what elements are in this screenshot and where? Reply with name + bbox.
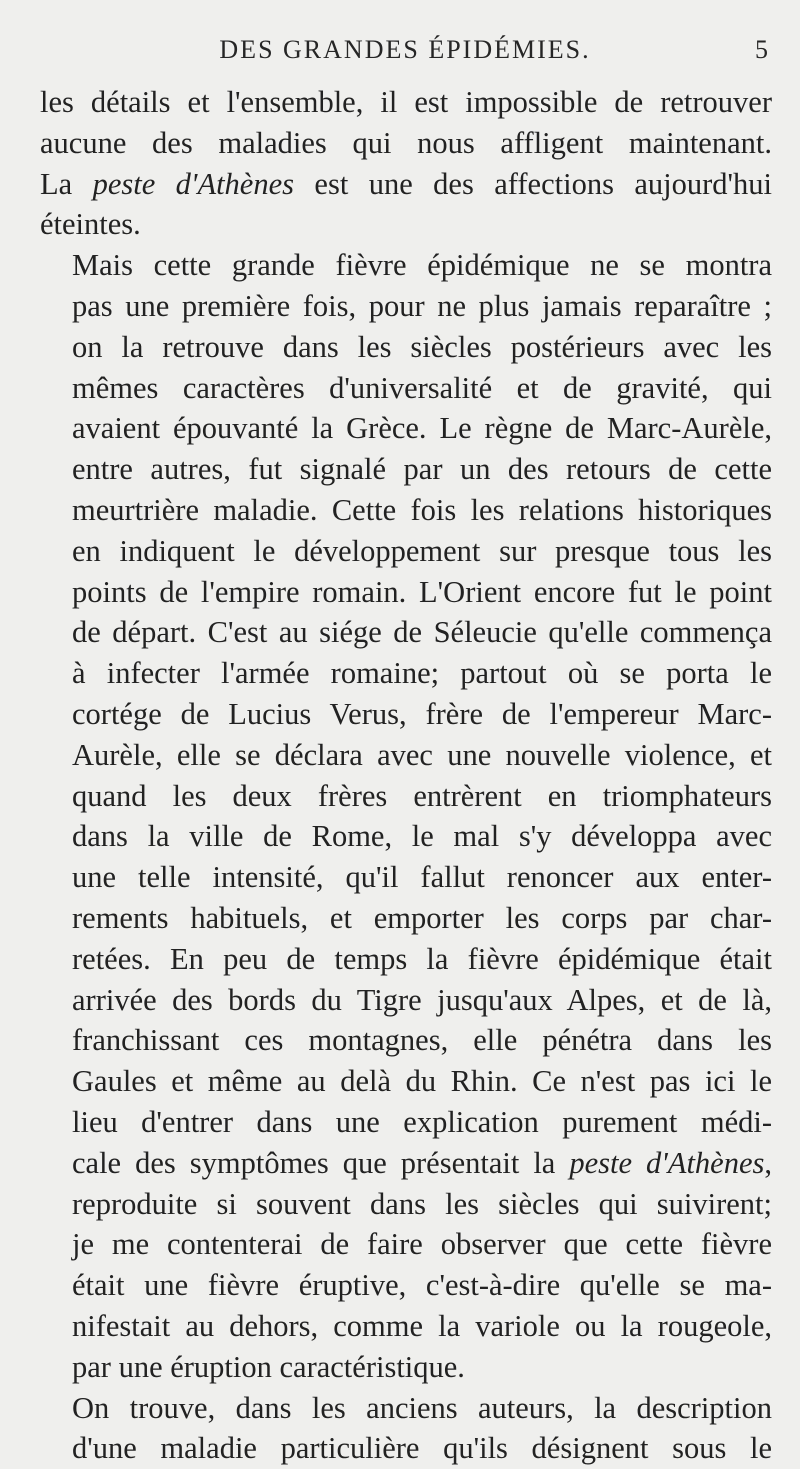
text-line: lieu d'entrer dans une explication purement médi- (40, 1102, 772, 1143)
text-line: Aurèle, elle se déclara avec une nouvelle violence, et (40, 735, 772, 776)
text-line: d'une maladie particulière qu'ils désignent sous le (40, 1428, 772, 1469)
text-line: nifestait au dehors, comme la variole ou la rougeole, (40, 1306, 772, 1347)
paragraph (40, 1388, 772, 1469)
text-line: arrivée des bords du Tigre jusqu'aux Alpes, et de là, (40, 980, 772, 1021)
text-line: meurtrière maladie. Cette fois les relations historiques (40, 490, 772, 531)
text-line: On trouve, dans les anciens auteurs, la description (40, 1388, 772, 1429)
text-line: par une éruption caractéristique. (40, 1347, 772, 1388)
text-line: quand les deux frères entrèrent en triomphateurs (40, 776, 772, 817)
text-line: reproduite si souvent dans les siècles qui suivirent; (40, 1184, 772, 1225)
text-line: on la retrouve dans les siècles postérieurs avec les (40, 327, 772, 368)
text-line: dans la ville de Rome, le mal s'y développa avec (40, 816, 772, 857)
italic-title: peste d'Athènes (569, 1146, 764, 1180)
page-header (40, 30, 770, 70)
text-line: La peste d'Athènes est une des affections aujourd'hui (40, 164, 772, 205)
text-line: éteintes. (40, 204, 772, 245)
text-line: cale des symptômes que présentait la peste d'Athènes, (40, 1143, 772, 1184)
text-line: Mais cette grande fièvre épidémique ne se montra (40, 245, 772, 286)
text-line: à infecter l'armée romaine; partout où se porta le (40, 653, 772, 694)
text-line: retées. En peu de temps la fièvre épidémique était (40, 939, 772, 980)
text-line: avaient épouvanté la Grèce. Le règne de Marc-Aurèle, (40, 408, 772, 449)
text-line: aucune des maladies qui nous affligent maintenant. (40, 123, 772, 164)
text-line: entre autres, fut signalé par un des retours de cette (40, 449, 772, 490)
body-text (40, 82, 772, 1469)
text-line: pas une première fois, pour ne plus jamais reparaître ; (40, 286, 772, 327)
text-line: était une fièvre éruptive, c'est-à-dire qu'elle se ma- (40, 1265, 772, 1306)
text-line: rements habituels, et emporter les corps par char- (40, 898, 772, 939)
italic-title: peste d'Athènes (93, 167, 294, 201)
paragraph (40, 82, 772, 245)
text-line: je me contenterai de faire observer que cette fièvre (40, 1224, 772, 1265)
text-line: une telle intensité, qu'il fallut renoncer aux enter- (40, 857, 772, 898)
text-line: franchissant ces montagnes, elle pénétra dans les (40, 1020, 772, 1061)
text-line: cortége de Lucius Verus, frère de l'empereur Marc- (40, 694, 772, 735)
page-number: 5 (755, 30, 768, 70)
text-line: mêmes caractères d'universalité et de gravité, qui (40, 368, 772, 409)
text-line: points de l'empire romain. L'Orient encore fut le point (40, 572, 772, 613)
text-line: les détails et l'ensemble, il est impossible de retrouver (40, 82, 772, 123)
text-line: Gaules et même au delà du Rhin. Ce n'est pas ici le (40, 1061, 772, 1102)
paragraph (40, 245, 772, 1387)
text-line: en indiquent le développement sur presque tous les (40, 531, 772, 572)
text-line: de départ. C'est au siége de Séleucie qu'elle commença (40, 612, 772, 653)
running-title: DES GRANDES ÉPIDÉMIES. (40, 30, 770, 70)
